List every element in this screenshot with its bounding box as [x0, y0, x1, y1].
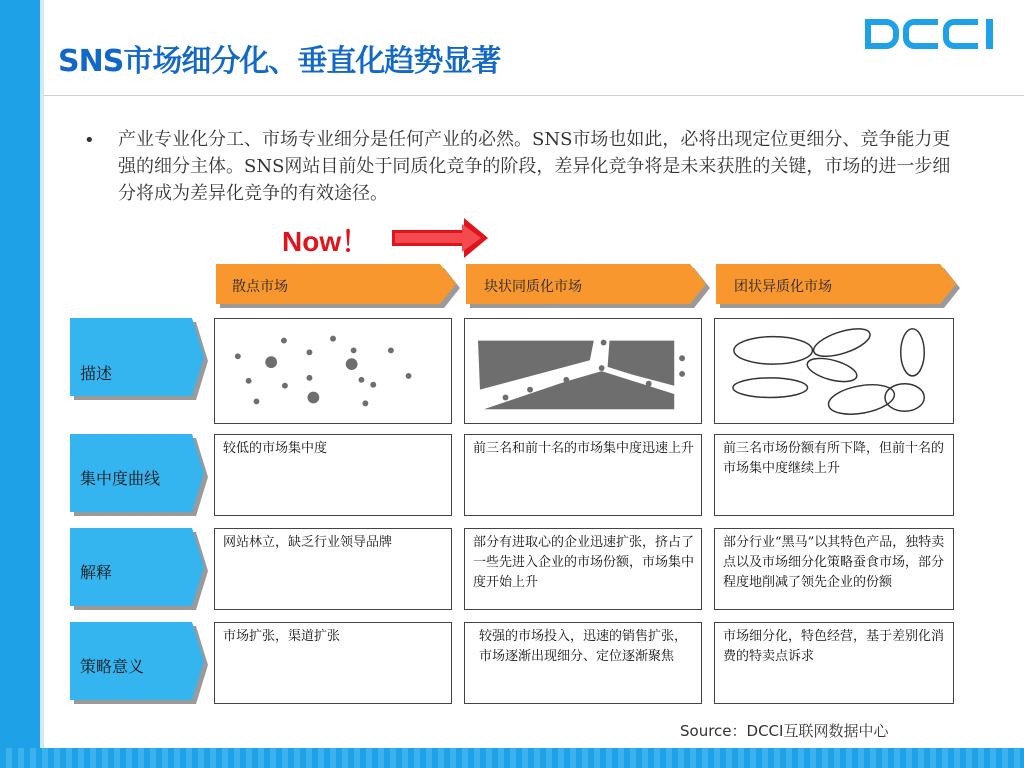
cell-explanation-cluster: 部分行业“黑马”以其特色产品，独特卖点以及市场细分化策略蚕食市场，部分程度地削减了领先企业的份额 [714, 528, 954, 610]
bullet-marker: • [84, 130, 95, 151]
bullet-paragraph: 产业专业化分工、市场专业细分是任何产业的必然。SNS市场也如此，必将出现定位更细分、竞争能力更强的细分主体。SNS网站目前处于同质化竞争的阶段，差异化竞争将是未来获胜的关键，市场的进一步细分将成为差异化竞争的有效途径。 [118, 129, 951, 204]
cell-strategy-cluster: 市场细分化，特色经营，基于差别化消费的特卖点诉求 [714, 622, 954, 704]
block-market-illustration [464, 318, 702, 424]
column-label-cluster: 团状异质化市场 [734, 279, 832, 295]
left-accent-bar [0, 0, 40, 768]
title-divider [44, 95, 1024, 96]
now-label: Now！ [282, 226, 370, 257]
row-header-description [70, 318, 210, 400]
row-label-explanation: 解释 [80, 563, 113, 582]
scattered-market-illustration [214, 318, 452, 424]
column-label-block: 块状同质化市场 [484, 279, 582, 295]
cell-explanation-block: 部分有进取心的企业迅速扩张，挤占了一些先进入企业的市场份额，市场集中度开始上升 [464, 528, 702, 610]
cell-explanation-scattered: 网站林立，缺乏行业领导品牌 [214, 528, 452, 610]
bottom-accent-bar [0, 748, 1024, 768]
source-note: Source：DCCI互联网数据中心 [680, 722, 889, 740]
now-arrow-icon [392, 218, 488, 258]
cell-concentration-scattered: 较低的市场集中度 [214, 434, 452, 516]
cluster-market-illustration [714, 318, 954, 424]
row-label-description: 描述 [80, 364, 113, 383]
slide-title: SNS市场细分化、垂直化趋势显著 [58, 44, 501, 79]
cell-concentration-block: 前三名和前十名的市场集中度迅速上升 [464, 434, 702, 516]
dcci-logo [862, 14, 1007, 54]
row-label-strategy: 策略意义 [80, 657, 145, 676]
left-accent-strip [40, 0, 44, 768]
cell-concentration-cluster: 前三名市场份额有所下降，但前十名的市场集中度继续上升 [714, 434, 954, 516]
column-label-scattered: 散点市场 [232, 279, 288, 295]
row-label-concentration: 集中度曲线 [80, 469, 161, 488]
cell-strategy-block: 较强的市场投入，迅速的销售扩张，市场逐渐出现细分、定位逐渐聚焦 [464, 622, 702, 704]
cell-strategy-scattered: 市场扩张，渠道扩张 [214, 622, 452, 704]
